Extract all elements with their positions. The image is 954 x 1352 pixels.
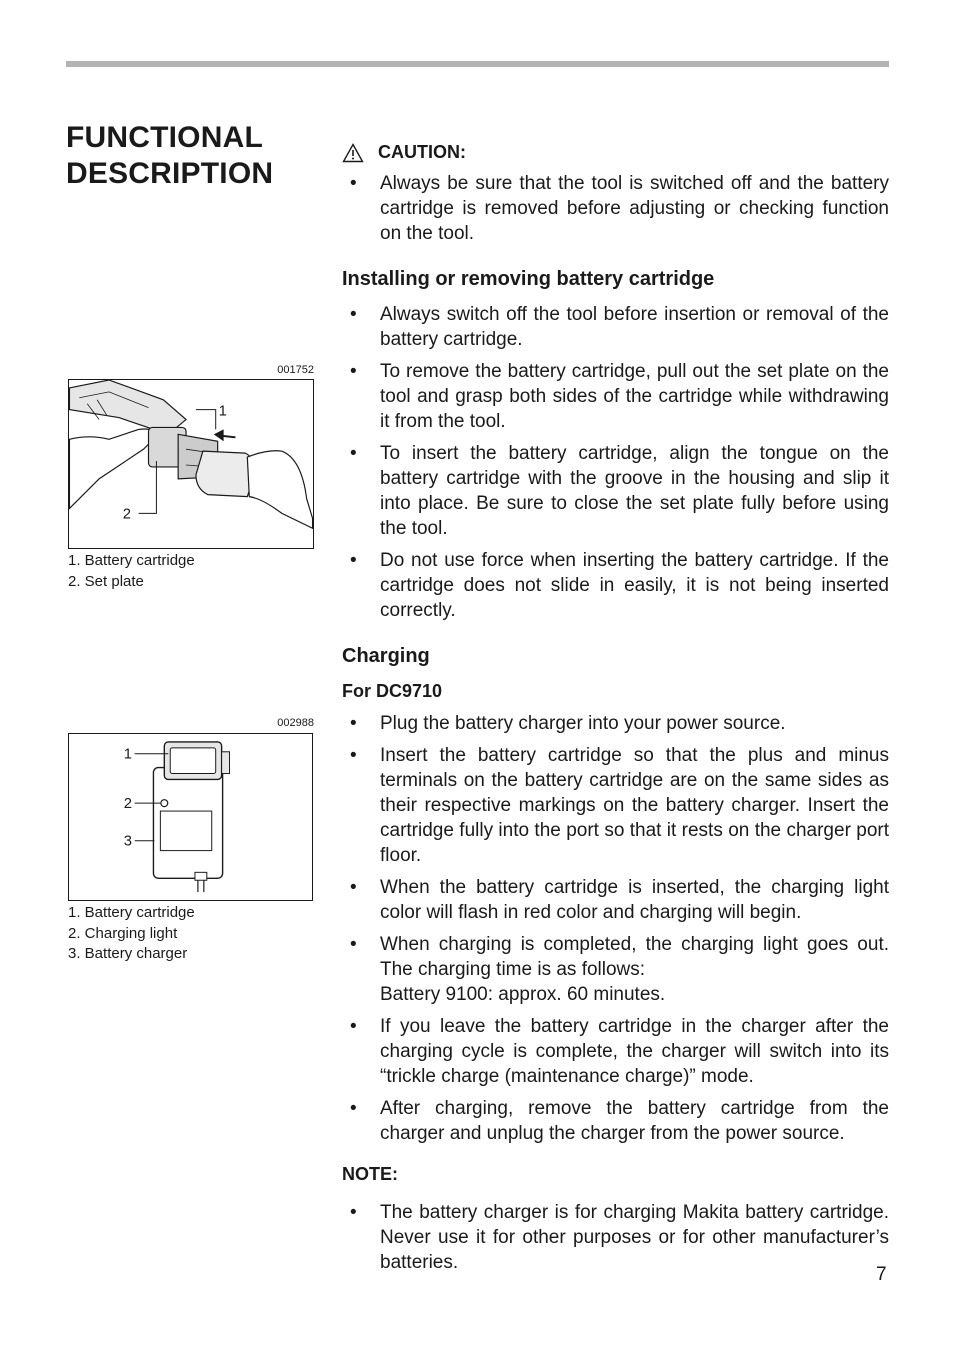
list-item: • Plug the battery charger into your power source. [350,713,786,734]
list-item: • The battery charger is for charging Makita battery cartridge. Never use it for other purposes or for other manufacturer’s batteries. [350,1202,889,1273]
list-item: • Always switch off the tool before insertion or removal of the battery cartridge. [350,304,889,350]
list-item: • Do not use force when inserting the battery cartridge. If the cartridge does not slide in easily, it is not being inserted correctly. [350,550,889,621]
list-item: • After charging, remove the battery cartridge from the charger and unplug the charger from the power source. [350,1098,889,1144]
charging-heading: Charging [342,645,430,667]
note-list [342,1200,889,1282]
caution-label [342,142,466,163]
figure1-code: 001752 [277,364,314,376]
list-item: • If you leave the battery cartridge in the charger after the charging cycle is complete, the charger will switch into its “trickle charge (maintenance charge)” mode. [350,1016,889,1087]
list-item: • When charging is completed, the charging light goes out. The charging time is as follows: Battery 9100: approx. 60 minutes. [350,934,889,1005]
list-item: • Always be sure that the tool is switched off and the battery cartridge is removed before adjusting or checking function on the tool. [350,173,889,244]
top-rule [66,61,889,67]
figure2-code: 002988 [277,717,314,729]
figure2-legend-item: 2. Charging light [68,924,178,942]
battery-charger-illustration [69,734,312,900]
figure1-callout-2: 2 [122,506,132,523]
installing-list [342,302,889,630]
figure2-illustration [68,733,313,901]
installing-heading: Installing or removing battery cartridge [342,268,715,290]
list-item: • When the battery cartridge is inserted, the charging light color will flash in red color and charging will begin. [350,877,889,923]
list-item: • To insert the battery cartridge, align the tongue on the battery cartridge with the groove in the housing and slip it into place. Be sure to close the set plate fully before using the tool. [350,443,889,539]
figure1-callout-1: 1 [218,403,227,420]
charging-list [342,711,889,1153]
page-number: 7 [876,1264,887,1285]
figure1-legend [68,551,195,592]
charging-time: Battery 9100: approx. 60 minutes. [380,984,666,1005]
figure2-callout-1: 1 [123,746,133,763]
figure2-legend [68,903,195,965]
figure2-callout-2: 2 [123,796,133,813]
figure1-legend-item: 2. Set plate [68,572,144,590]
caution-text: CAUTION: [378,142,466,162]
note-label: NOTE: [342,1164,398,1184]
figure2-legend-item: 3. Battery charger [68,945,188,962]
battery-cartridge-install-illustration [69,380,313,548]
list-item: • To remove the battery cartridge, pull out the set plate on the tool and grasp both sides of the cartridge while withdrawing it from the tool. [350,361,889,432]
figure1-illustration [68,379,314,549]
list-item: • Insert the battery cartridge so that the plus and minus terminals on the battery cartridge are on the same sides as their respective markings on the battery charger. Insert the cartridge fully into the port so that it rests on the charger port floor. [350,745,889,866]
section-title: FUNCTIONAL DESCRIPTION [66,121,274,190]
figure2-legend-item: 1. Battery cartridge [68,904,195,921]
figure2-callout-3: 3 [123,833,133,850]
charging-subheading: For DC9710 [342,681,443,701]
warning-icon [342,143,364,163]
caution-list [342,171,889,253]
figure1-legend-item: 1. Battery cartridge [68,552,195,569]
